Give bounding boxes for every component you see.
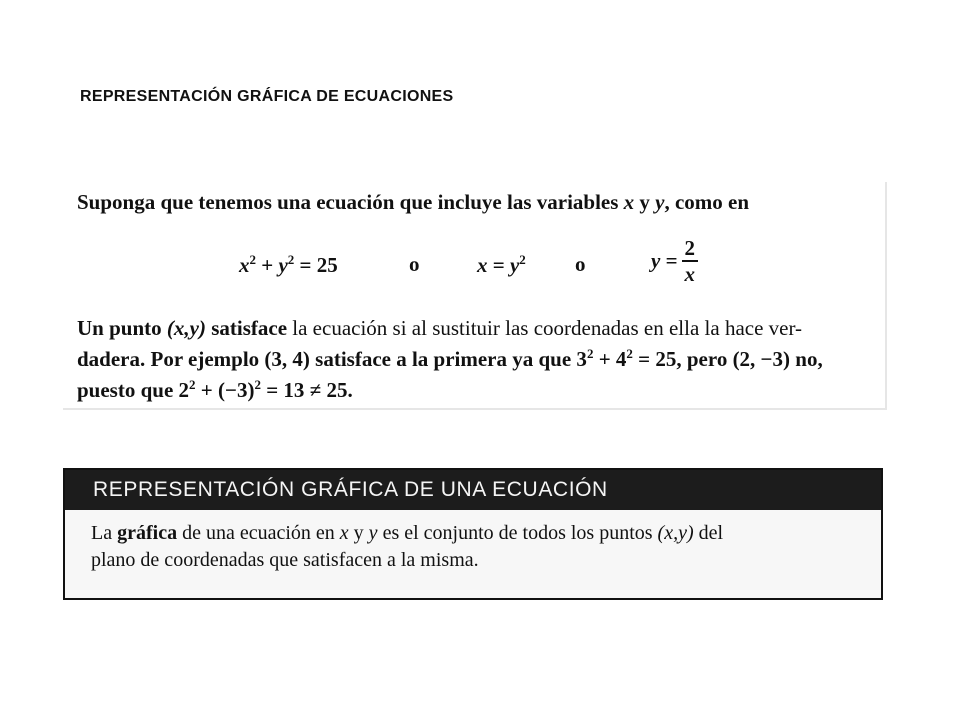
definition-paragraph: Un punto (x,y) satisface la ecuación si al sustituir las coordenadas en ella la hace ver- dadera. Por ejemplo (3, 4) satisface a la primera ya que $3^2 + 4^2 = 25$, pero (2, −3) no, puesto que $2^2 + (-3)^2 = 13 \ne 25$. [77,316,823,402]
equation-hyperbola: y = $\frac{2}{x}$ [651,236,698,286]
definition-header: REPRESENTACIÓN GRÁFICA DE UNA ECUACIÓN [65,470,881,510]
page-title: REPRESENTACIÓN GRÁFICA DE ECUACIONES [80,88,454,105]
equations-row [63,236,885,300]
or-word-1: o [409,252,420,276]
equation-circle: $x^2 + y^2 = 25$ [239,252,338,277]
intro-sentence: Suponga que tenemos una ecuación que incluye las variables x y y, como en [77,190,750,214]
fraction: $\frac{2}{x}$ [682,236,699,286]
or-word-2: o [575,252,586,276]
scanned-text-excerpt [63,182,887,410]
definition-box [63,468,883,600]
equation-parabola: $x = y^2$ [477,252,526,277]
definition-text: La gráfica de una ecuación en x y y es el conjunto de todos los puntos (x,y) del plano de coordenadas que satisfacen a la misma. [91,522,724,571]
